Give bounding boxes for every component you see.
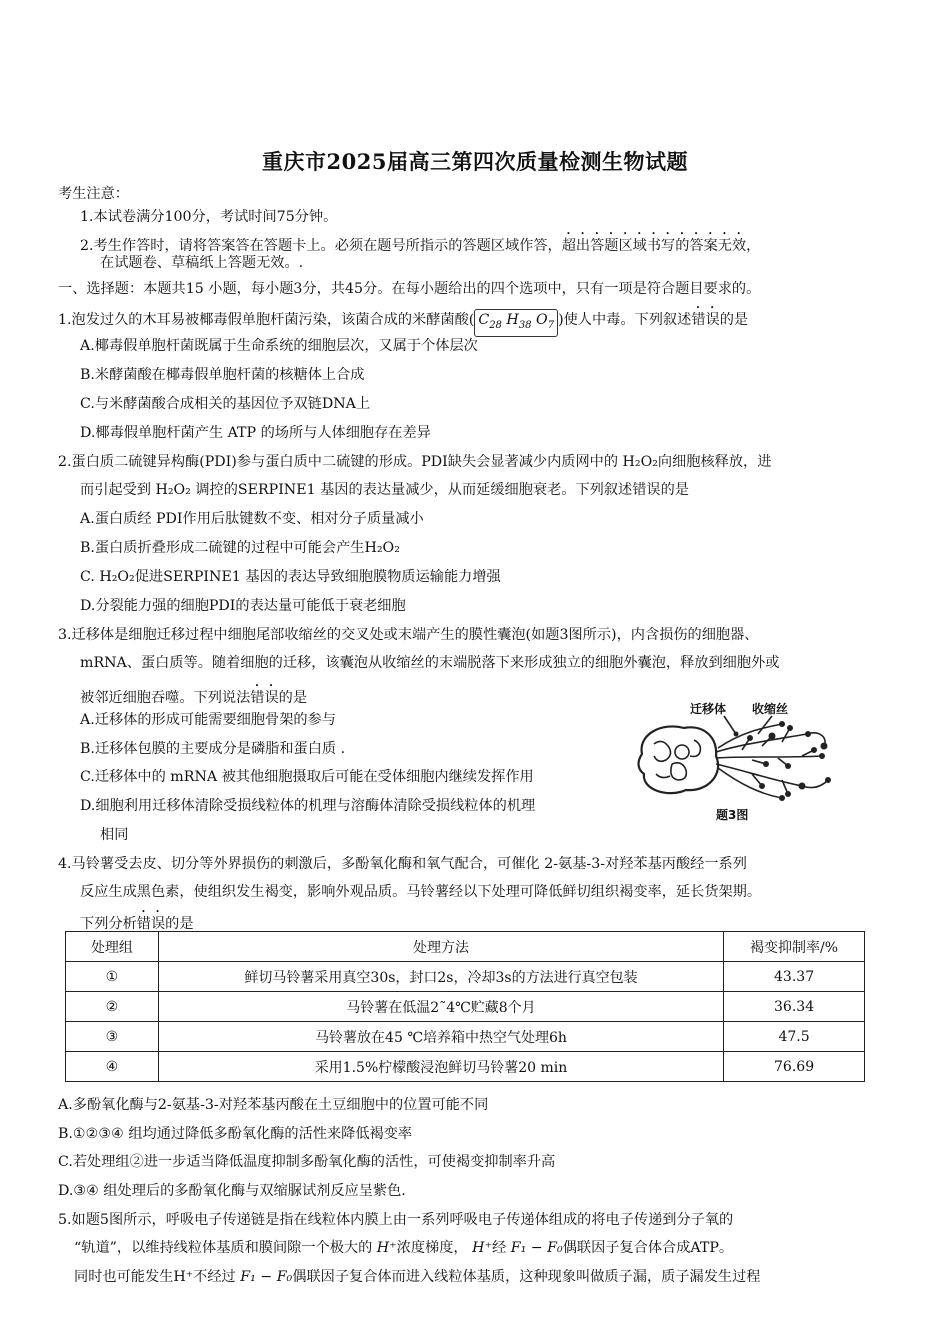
table-row — [66, 992, 865, 1022]
table-cell: 47.5 — [724, 1022, 865, 1052]
q5-proton-symbol: H⁺ — [376, 1240, 397, 1256]
q4-option-d: D.③④ 组处理后的多酚氧化酶与双缩脲试剂反应呈紫色. — [58, 1183, 406, 1199]
migrasome-figure — [632, 694, 836, 826]
q4-stem-2: 反应生成黑色素，使组织发生褐变，影响外观品质。马铃薯经以下处理可降低鲜切组织褐变率，延长货架期。 — [80, 884, 762, 900]
q4-emphasis: 错误 — [136, 916, 166, 932]
q1-formula: $C_{28}$ $H_{38}$ $O_7$ — [474, 309, 558, 337]
table-header-row — [66, 932, 865, 962]
notice-item-1: 1.本试卷满分100分，考试时间75分钟。 — [80, 209, 338, 225]
q3-emphasis: 错误 — [250, 690, 279, 706]
q1-option-a: A.椰毒假单胞杆菌既属于生命系统的细胞层次，又属于个体层次 — [80, 338, 478, 354]
q1-stem: 1.泡发过久的木耳易被椰毒假单胞杆菌污染，该菌合成的米酵菌酸( $C_{28}$ $H_{38}$ $O_7$ )使人中毒。下列叙述错误的是 — [58, 304, 748, 337]
table-cell: 采用1.5%柠檬酸浸泡鲜切马铃薯20 min — [158, 1052, 723, 1082]
fig-label-retraction-fiber: 收缩丝 — [752, 702, 789, 716]
table-row — [66, 962, 865, 992]
notice-emphasis: 超出答题区域书写的答案无效， — [561, 238, 761, 254]
q5-stem-2: “轨道”，以维持线粒体基质和膜间隙一个极大的 H⁺浓度梯度， H⁺经 F₁ − F₀偶联因子复合体合成ATP。 — [74, 1240, 734, 1256]
q2-stem-1: 2.蛋白质二硫键异构酶(PDI)参与蛋白质中二硫键的形成。PDI缺失会显著减少内质网中的 H₂O₂向细胞核释放，进 — [58, 454, 772, 470]
table-header: 处理组 — [66, 932, 159, 962]
q1-option-c: C.与米酵菌酸合成相关的基因位予双链DNA上 — [80, 396, 371, 412]
q3-stem-1: 3.迁移体是细胞迁移过程中细胞尾部收缩丝的交叉处或末端产生的膜性囊泡(如题3图所示)，内含损伤的细胞器、 — [58, 627, 759, 643]
fig-caption: 题3图 — [716, 808, 749, 822]
table-cell: ③ — [66, 1022, 159, 1052]
q2-stem-2: 而引起受到 H₂O₂ 调控的SERPINE1 基因的表达量减少，从而延缓细胞衰老。下列叙述错误的是 — [80, 482, 689, 498]
q3-stem-3: 被邻近细胞吞噬。下列说法错误的是 — [80, 690, 308, 706]
table-header: 褐变抑制率/% — [724, 932, 865, 962]
q3-option-d: D.细胞利用迁移体清除受损线粒体的机理与溶酶体清除受损线粒体的机理 — [80, 798, 536, 814]
notice-item-2-cont: 在试题卷、草稿纸上答题无效。. — [100, 255, 304, 271]
table-cell: 36.34 — [724, 992, 865, 1022]
q2-option-c: C. H₂O₂促进SERPINE1 基因的表达导致细胞膜物质运输能力增强 — [80, 569, 501, 585]
table-cell: 鲜切马铃薯采用真空30s，封口2s，冷却3s的方法进行真空包装 — [158, 962, 723, 992]
notice-heading: 考生注意： — [58, 186, 129, 202]
q4-option-a: A.多酚氧化酶与2-氨基-3-对羟苯基丙酸在土豆细胞中的位置可能不同 — [58, 1097, 489, 1113]
q4-stem-1: 4.马铃薯受去皮、切分等外界损伤的刺激后，多酚氧化酶和氧气配合，可催化 2-氨基-3-对羟苯基丙酸经一系列 — [58, 856, 747, 872]
table-cell: ① — [66, 962, 159, 992]
q3-option-a: A.迁移体的形成可能需要细胞骨架的参与 — [80, 712, 336, 728]
q2-option-b: B.蛋白质折叠形成二硫键的过程中可能会产生H₂O₂ — [80, 540, 400, 556]
q1-emphasis: 错误 — [691, 312, 720, 328]
fig-label-migrasome: 迁移体 — [690, 702, 727, 716]
q3-option-c: C.迁移体中的 mRNA 被其他细胞摄取后可能在受体细胞内继续发挥作用 — [80, 769, 534, 785]
q4-stem-3: 下列分析错误的是 — [80, 916, 194, 932]
q1-option-d: D.椰毒假单胞杆菌产生 ATP 的场所与人体细胞存在差异 — [80, 425, 431, 441]
table-row — [66, 1052, 865, 1082]
q3-option-b: B.迁移体包膜的主要成分是磷脂和蛋白质 . — [80, 741, 346, 757]
table-cell: 43.37 — [724, 962, 865, 992]
table-cell: 马铃薯在低温2˜4℃贮藏8个月 — [158, 992, 723, 1022]
table-row — [66, 1022, 865, 1052]
q5-f1f0-symbol: F₁ − F₀ — [240, 1269, 293, 1285]
table-cell: ② — [66, 992, 159, 1022]
table-cell: 马铃薯放在45 ℃培养箱中热空气处理6h — [158, 1022, 723, 1052]
table-cell: 76.69 — [724, 1052, 865, 1082]
table-cell: ④ — [66, 1052, 159, 1082]
exam-title: 重庆市2025届高三第四次质量检测生物试题 — [262, 149, 688, 174]
q5-f1f0-symbol: F₁ − F₀ — [510, 1240, 563, 1256]
section-heading: 一、选择题：本题共15 小题，每小题3分，共45分。在每小题给出的四个选项中，只有一项是符合题目要求的。 — [58, 281, 761, 297]
q4-option-b: B.①②③④ 组均通过降低多酚氧化酶的活性来降低褐变率 — [58, 1126, 413, 1142]
q2-option-d: D.分裂能力强的细胞PDI的表达量可能低于衰老细胞 — [80, 598, 406, 614]
q5-stem-1: 5.如题5图所示，呼吸电子传递链是指在线粒体内膜上由一系列呼吸电子传递体组成的将电子传递到分子氧的 — [58, 1212, 734, 1228]
q3-option-d-cont: 相同 — [100, 827, 129, 843]
q5-stem-3: 同时也可能发生H⁺不经过 F₁ − F₀偶联因子复合体而进入线粒体基质，这种现象叫做质子漏，质子漏发生过程 — [74, 1269, 761, 1285]
q3-stem-2: mRNA、蛋白质等。随着细胞的迁移，该囊泡从收缩丝的末端脱落下来形成独立的细胞外囊泡，释放到细胞外或 — [80, 655, 780, 671]
q1-option-b: B.米酵菌酸在椰毒假单胞杆菌的核糖体上合成 — [80, 367, 365, 383]
q4-option-c: C.若处理组②进一步适当降低温度抑制多酚氧化酶的活性，可使褐变抑制率升高 — [58, 1154, 556, 1170]
notice-item-2: 2.考生作答时，请将答案答在答题卡上。必须在题号所指示的答题区域作答，超出答题区域书写的答案无效， — [80, 238, 761, 254]
treatment-table — [65, 931, 865, 1082]
q5-proton-symbol: H⁺ — [472, 1240, 492, 1256]
table-header: 处理方法 — [158, 932, 723, 962]
q2-option-a: A.蛋白质经 PDI作用后肽键数不变、相对分子质量减小 — [80, 511, 424, 527]
